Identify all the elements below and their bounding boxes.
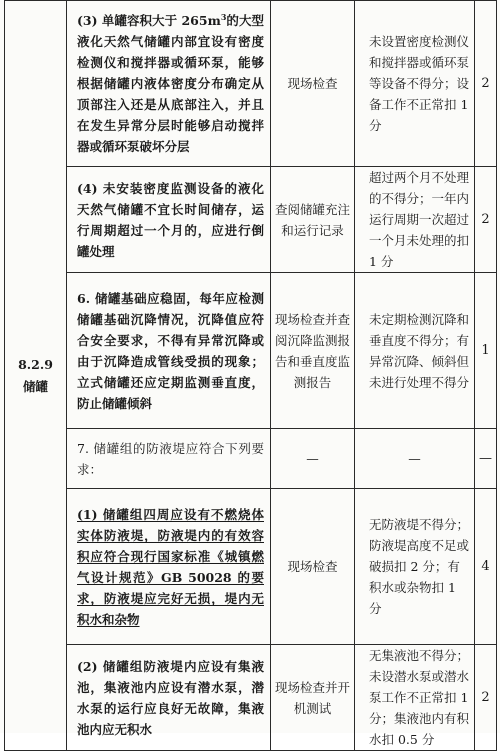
criteria-cell: 超过两个月不处理的不得分；一年内运行周期一次超过一个月未处理的扣 1 分 — [355, 167, 475, 273]
section-name: 储罐 — [22, 378, 48, 394]
method-cell: 现场检查 — [271, 489, 355, 645]
table-row — [5, 1, 497, 167]
table-row — [5, 489, 497, 645]
score-cell: 2 — [475, 167, 497, 273]
section-cell — [5, 1, 67, 751]
score-cell: 2 — [475, 1, 497, 167]
table-row — [5, 645, 497, 751]
requirement-cell: 7. 储罐组的防液堤应符合下列要求： — [67, 429, 271, 489]
method-cell: 现场检查并查阅沉降监测报告和垂直度监测报告 — [271, 273, 355, 429]
requirement-cell: (3) 单罐容积大于 $265m^3$的大型液化天然气储罐内部宜设有密度检测仪和搅拌器或循环泵，能够根据储罐内液体密度分布确定从顶部注入还是从底部注入，并且在发生异常分层时能够启动搅拌器或循环泵破坏分层 — [67, 1, 271, 167]
requirement-cell: (1) 储罐组四周应设有不燃烧体实体防液堤，防液堤内的有效容积应符合现行国家标准《城镇燃气设计规范》GB 50028 的要求，防液堤应完好无损，堤内无积水和杂物 — [67, 489, 271, 645]
criteria-cell: 未定期检测沉降和垂直度不得分；有异常沉降、倾斜但未进行处理不得分 — [355, 273, 475, 429]
section-number: 8.2.9 — [18, 356, 53, 372]
criteria-cell: 无集液池不得分；未设潜水泵或潜水泵工作不正常扣 1 分；集液池内有积水扣 0.5 分 — [355, 645, 475, 751]
requirement-cell: (4) 未安装密度监测设备的液化天然气储罐不宜长时间储存，运行周期超过一个月的，应进行倒罐处理 — [67, 167, 271, 273]
criteria-cell: 未设置密度检测仪和搅拌器或循环泵等设备不得分；设备工作不正常扣 1 分 — [355, 1, 475, 167]
method-cell: 现场检查 — [271, 1, 355, 167]
method-cell: 查阅储罐充注和运行记录 — [271, 167, 355, 273]
inspection-table — [4, 0, 497, 751]
requirement-cell: 6. 储罐基础应稳固，每年应检测储罐基础沉降情况，沉降值应符合安全要求，不得有异常沉降或由于沉降造成管线受损的现象；立式储罐还应定期监测垂直度，防止储罐倾斜 — [67, 273, 271, 429]
score-cell: 2 — [475, 645, 497, 751]
criteria-cell: — — [355, 429, 475, 489]
requirement-cell: (2) 储罐组防液堤内应设有集液池，集液池内应设有潜水泵，潜水泵的运行应良好无故障，集液池内应无积水 — [67, 645, 271, 751]
score-cell: 1 — [475, 273, 497, 429]
score-cell: — — [475, 429, 497, 489]
table-row — [5, 273, 497, 429]
method-cell: — — [271, 429, 355, 489]
criteria-cell: 无防液堤不得分；防液堤高度不足或破损扣 2 分；有积水或杂物扣 1 分 — [355, 489, 475, 645]
method-cell: 现场检查并开机测试 — [271, 645, 355, 751]
table-row — [5, 429, 497, 489]
table-row — [5, 167, 497, 273]
score-cell: 4 — [475, 489, 497, 645]
